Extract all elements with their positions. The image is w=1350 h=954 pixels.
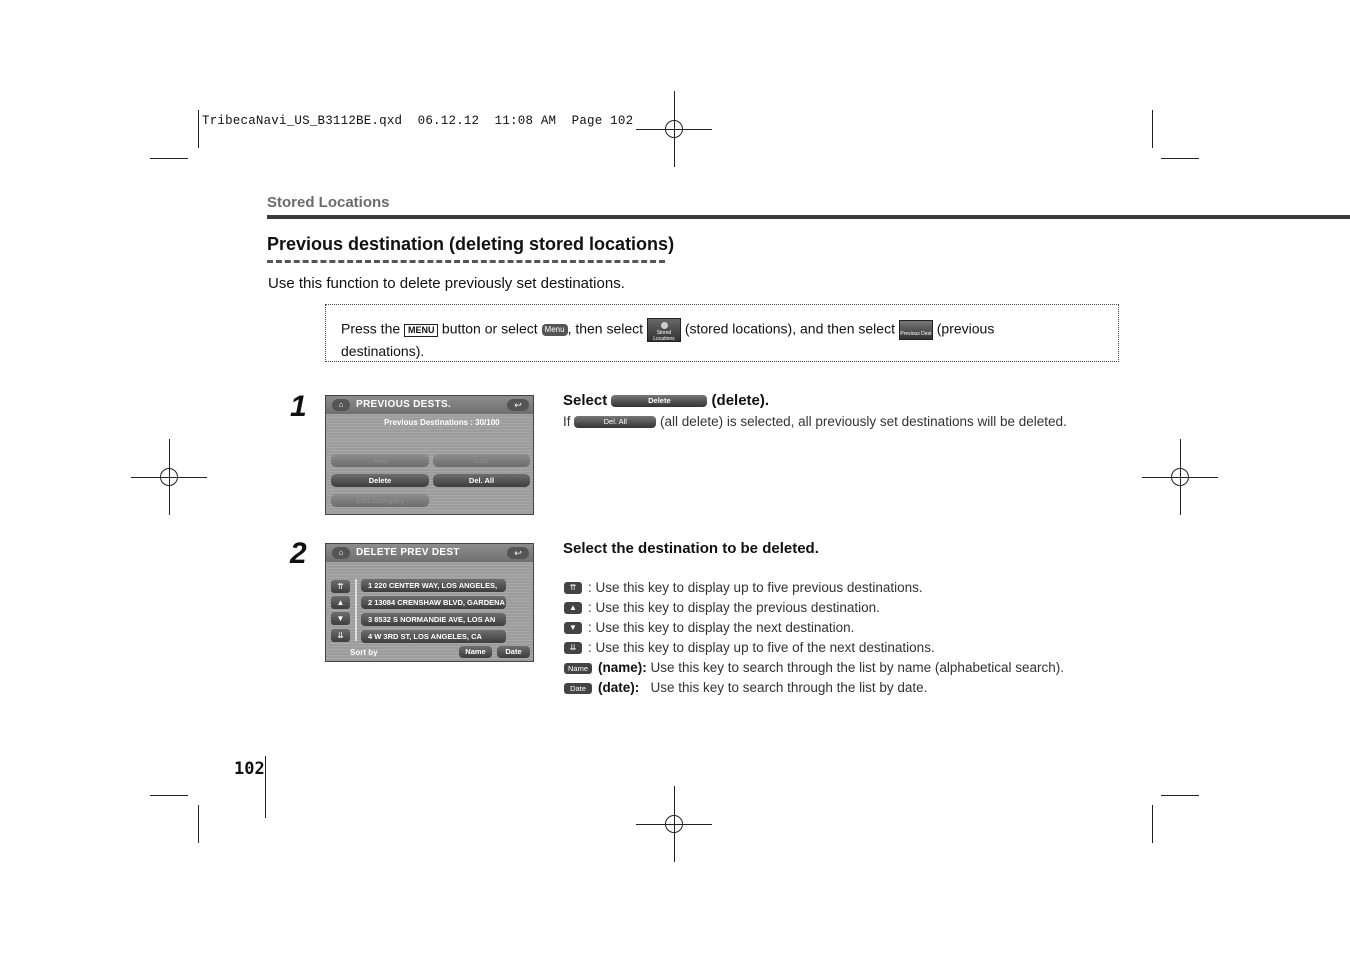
crop-mark xyxy=(150,795,188,796)
key-description: ⇈ : Use this key to display up to five previous destinations. xyxy=(564,580,923,595)
sort-name-button[interactable]: Name xyxy=(459,646,492,658)
sort-by-label: Sort by xyxy=(350,648,378,657)
date-button-icon: Date xyxy=(564,683,592,694)
crop-mark xyxy=(150,158,188,159)
list-item[interactable]: 2 13084 CRENSHAW BLVD, GARDENA xyxy=(361,596,506,609)
step2-instruction: Select the destination to be deleted. xyxy=(563,540,819,557)
add-button[interactable]: Add xyxy=(331,454,429,467)
double-up-arrow-icon: ⇈ xyxy=(564,582,582,594)
menu-key-icon: MENU xyxy=(404,324,438,337)
home-icon: ⌂ xyxy=(332,399,350,411)
previous-destinations-count: Previous Destinations : 30/100 xyxy=(384,418,500,427)
title-underline xyxy=(267,260,665,263)
key-description: Name (name): Use this key to search through the list by name (alphabetical search). xyxy=(564,660,1064,675)
key-description: Date (date): Use this key to search through the list by date. xyxy=(564,680,927,695)
page-number-rule xyxy=(265,756,266,818)
crop-mark xyxy=(1161,795,1199,796)
screen-title: PREVIOUS DESTS. xyxy=(356,399,452,410)
step1-description: If Del. All (all delete) is selected, all previously set destinations will be deleted. xyxy=(563,414,1067,429)
screen-delete-prev-dest xyxy=(325,543,534,662)
page-number: 102 xyxy=(234,759,265,779)
crop-mark xyxy=(198,805,199,843)
intro-text: Use this function to delete previously set destinations. xyxy=(268,275,625,292)
menu-button-icon: Menu xyxy=(542,324,568,336)
registration-mark xyxy=(656,806,692,842)
del-all-button[interactable]: Del. All xyxy=(433,474,530,487)
registration-mark xyxy=(656,111,692,147)
registration-mark xyxy=(1162,459,1198,495)
key-description: ▲ : Use this key to display the previous destination. xyxy=(564,600,880,615)
registration-mark xyxy=(151,459,187,495)
stored-locations-icon: Stored Locations xyxy=(647,318,681,342)
delete-button[interactable]: Delete xyxy=(331,474,429,487)
section-label: Stored Locations xyxy=(267,194,390,211)
double-up-arrow-icon[interactable]: ⇈ xyxy=(331,580,350,593)
down-arrow-icon: ▼ xyxy=(564,622,582,634)
key-description: ▼ : Use this key to display the next destination. xyxy=(564,620,854,635)
edit-category-button[interactable]: Edit Category xyxy=(331,494,429,507)
screen-previous-dests xyxy=(325,395,534,515)
step-number-1: 1 xyxy=(290,390,307,423)
list-item[interactable]: 4 W 3RD ST, LOS ANGELES, CA xyxy=(361,630,506,643)
step1-instruction: Select Delete (delete). xyxy=(563,392,770,409)
key-description: ⇊ : Use this key to display up to five of the next destinations. xyxy=(564,640,935,655)
double-down-arrow-icon[interactable]: ⇊ xyxy=(331,629,350,642)
note-text: Press the MENU button or select Menu , then select Stored Locations (stored locations), and then select Previous Dest (previous destinations). xyxy=(341,318,1101,361)
home-icon: ⌂ xyxy=(332,547,350,559)
back-icon: ↩ xyxy=(507,399,529,411)
crop-mark xyxy=(1161,158,1199,159)
section-rule xyxy=(267,215,1350,219)
crop-mark xyxy=(1152,110,1153,148)
crop-mark xyxy=(1152,805,1153,843)
crop-mark xyxy=(198,110,199,148)
sort-date-button[interactable]: Date xyxy=(497,646,530,658)
back-icon: ↩ xyxy=(507,547,529,559)
page-title: Previous destination (deleting stored locations) xyxy=(267,234,675,254)
name-button-icon: Name xyxy=(564,663,592,674)
scrollbar[interactable] xyxy=(355,579,357,641)
screen-title: DELETE PREV DEST xyxy=(356,547,460,558)
double-down-arrow-icon: ⇊ xyxy=(564,642,582,654)
file-slug: TribecaNavi_US_B3112BE.qxd 06.12.12 11:08 AM Page 102 xyxy=(202,114,634,128)
step-number-2: 2 xyxy=(290,537,307,570)
list-item[interactable]: 3 8532 S NORMANDIE AVE, LOS AN xyxy=(361,613,506,626)
previous-dest-icon: Previous Dest xyxy=(899,320,933,340)
up-arrow-icon: ▲ xyxy=(564,602,582,614)
list-button[interactable]: List xyxy=(433,454,530,467)
up-arrow-icon[interactable]: ▲ xyxy=(331,596,350,609)
list-item[interactable]: 1 220 CENTER WAY, LOS ANGELES, xyxy=(361,579,506,592)
del-all-button-icon: Del. All xyxy=(574,416,656,428)
down-arrow-icon[interactable]: ▼ xyxy=(331,612,350,625)
delete-button-icon: Delete xyxy=(611,395,707,407)
